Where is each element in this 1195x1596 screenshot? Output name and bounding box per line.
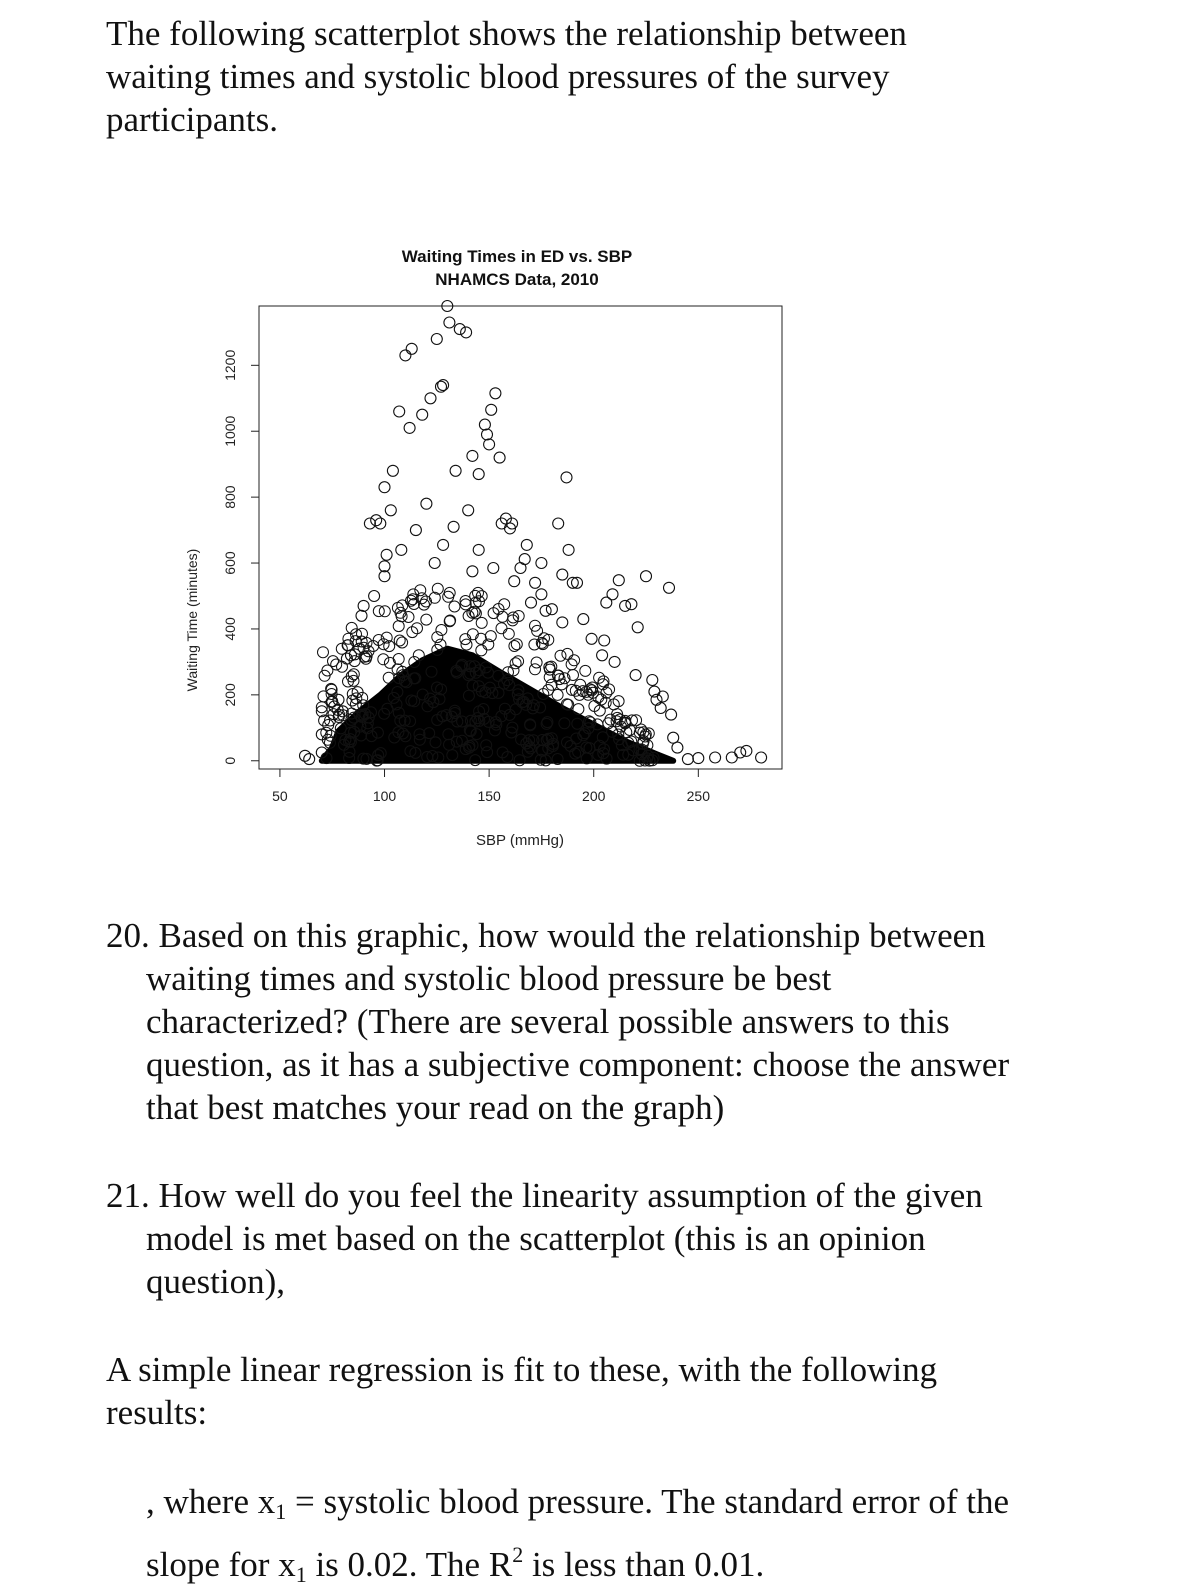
scatter-point xyxy=(346,622,357,633)
dense-point-cloud xyxy=(316,583,673,766)
scatter-point xyxy=(449,601,460,612)
scatter-point xyxy=(378,654,389,665)
question-20 xyxy=(106,914,1166,1129)
scatter-point xyxy=(463,505,474,516)
scatter-point xyxy=(613,575,624,586)
x-axis xyxy=(272,769,710,804)
scatter-point xyxy=(348,669,359,680)
scatter-point xyxy=(536,589,547,600)
result-line-1: , where $x_1$ = systolic blood pressure. The standard error of the xyxy=(146,1482,1010,1524)
scatter-point xyxy=(467,450,478,461)
scatter-point xyxy=(396,544,407,555)
intro-line: The following scatterplot shows the relationship between xyxy=(106,14,907,53)
scatter-point xyxy=(630,670,641,681)
scatter-point xyxy=(331,659,342,670)
scatter-point xyxy=(328,656,339,667)
question-20-line: characterized? (There are several possible answers to this xyxy=(146,1002,950,1041)
result-line-2: slope for $x_1$ is 0.02. The $R^2$ is less than 0.01. xyxy=(146,1542,765,1587)
scatter-point xyxy=(756,752,767,763)
question-21-line: 21. How well do you feel the linearity assumption of the given xyxy=(106,1176,983,1215)
scatter-point xyxy=(373,606,384,617)
y-axis xyxy=(222,350,259,765)
scatter-point xyxy=(536,558,547,569)
scatter-point xyxy=(490,388,501,399)
question-20-line: 20. Based on this graphic, how would the relationship between xyxy=(106,916,986,955)
y-tick-label: 0 xyxy=(222,756,238,765)
scatter-point xyxy=(394,635,405,646)
intro-line: waiting times and systolic blood pressures of the survey xyxy=(106,57,890,96)
scatter-point xyxy=(486,404,497,415)
scatter-point xyxy=(410,525,421,536)
scatter-point xyxy=(429,558,440,569)
scatter-point xyxy=(379,561,390,572)
y-axis-label: Waiting Time (minutes) xyxy=(184,548,200,692)
scatter-point xyxy=(421,498,432,509)
scatter-point xyxy=(580,665,591,676)
scatter-point xyxy=(561,472,572,483)
scatter-point xyxy=(563,544,574,555)
dense-cloud-shape xyxy=(322,649,673,761)
scatter-point xyxy=(626,599,637,610)
x-tick-label: 100 xyxy=(372,788,397,804)
scatter-point xyxy=(546,604,557,615)
scatter-point xyxy=(641,571,652,582)
scatter-point xyxy=(566,659,577,670)
scatter-point xyxy=(443,591,454,602)
scatter-point xyxy=(647,675,658,686)
scatter-point xyxy=(566,684,577,695)
scatter-point xyxy=(496,518,507,529)
y-tick-label: 1200 xyxy=(222,349,238,381)
scatter-point xyxy=(484,439,495,450)
x-tick-label: 50 xyxy=(272,788,288,804)
scatter-point xyxy=(467,629,478,640)
scatterplot-figure xyxy=(170,230,810,870)
regression-result xyxy=(106,1480,1166,1596)
scatter-point xyxy=(509,576,520,587)
scatterplot-svg xyxy=(170,230,810,870)
scatter-point xyxy=(406,343,417,354)
scatter-point xyxy=(531,657,542,668)
scatter-point xyxy=(397,637,408,648)
scatter-point xyxy=(417,409,428,420)
scatter-point xyxy=(553,518,564,529)
y-tick-label: 1000 xyxy=(222,415,238,447)
scatter-point xyxy=(741,745,752,756)
scatter-point xyxy=(394,406,405,417)
question-21 xyxy=(106,1174,1166,1303)
scatter-point xyxy=(473,544,484,555)
scatter-point xyxy=(385,505,396,516)
scatter-point xyxy=(444,616,455,627)
scatter-point xyxy=(476,645,487,656)
y-tick-label: 400 xyxy=(222,617,238,641)
scatter-point xyxy=(482,429,493,440)
regression-line: A simple linear regression is fit to these, with the following xyxy=(106,1350,938,1389)
scatter-point xyxy=(503,628,514,639)
scatter-point xyxy=(521,539,532,550)
scatter-point xyxy=(710,752,721,763)
scatter-point xyxy=(379,606,390,617)
scatter-point xyxy=(569,655,580,666)
intro-line: participants. xyxy=(106,100,279,139)
question-21-line: model is met based on the scatterplot (this is an opinion xyxy=(146,1219,926,1258)
scatter-point xyxy=(578,614,589,625)
scatter-point xyxy=(509,641,520,652)
scatter-point xyxy=(488,608,499,619)
scatter-point xyxy=(369,591,380,602)
scatter-point xyxy=(519,554,530,565)
scatter-point xyxy=(444,317,455,328)
question-21-line: question), xyxy=(146,1262,286,1301)
scatter-point xyxy=(573,704,584,715)
scatter-point xyxy=(529,639,540,650)
scatter-point xyxy=(599,635,610,646)
scatter-point xyxy=(668,732,679,743)
x-axis-label: SBP (mmHg) xyxy=(475,832,565,849)
scatter-point xyxy=(575,679,586,690)
scatter-point xyxy=(664,582,675,593)
chart-title: Waiting Times in ED vs. SBP xyxy=(401,247,633,266)
x-tick-label: 250 xyxy=(686,788,710,804)
scatter-point xyxy=(383,672,394,683)
scatter-point xyxy=(649,686,660,697)
scatter-point xyxy=(393,654,404,665)
scatter-point xyxy=(530,664,541,675)
scatter-point xyxy=(454,324,465,335)
scatter-point xyxy=(607,589,618,600)
scatter-point xyxy=(479,419,490,430)
scatter-point xyxy=(467,566,478,577)
scatter-point xyxy=(412,623,423,634)
intro-paragraph xyxy=(106,12,1166,141)
scatter-point xyxy=(379,482,390,493)
scatter-point xyxy=(682,754,693,765)
scatter-point xyxy=(358,600,369,611)
scatter-point xyxy=(407,627,418,638)
scatter-point xyxy=(555,650,566,661)
scatter-point xyxy=(473,469,484,480)
scatter-point xyxy=(381,549,392,560)
scatter-point xyxy=(318,647,329,658)
y-tick-label: 600 xyxy=(222,551,238,575)
scatter-point xyxy=(693,753,704,764)
scatter-point xyxy=(356,610,367,621)
scatter-point xyxy=(425,393,436,404)
scatter-point xyxy=(431,334,442,345)
scatter-point xyxy=(557,617,568,628)
scatter-point xyxy=(494,452,505,463)
scatter-point xyxy=(384,657,395,668)
scatter-point xyxy=(526,597,537,608)
scatter-point xyxy=(666,709,677,720)
regression-line: results: xyxy=(106,1393,208,1432)
scatter-point xyxy=(620,600,631,611)
scatter-point xyxy=(562,648,573,659)
scatter-point xyxy=(400,350,411,361)
scatter-point xyxy=(609,656,620,667)
scatter-point xyxy=(597,650,608,661)
scatter-point xyxy=(672,742,683,753)
scatter-point xyxy=(657,691,668,702)
scatter-point xyxy=(632,622,643,633)
scatter-point xyxy=(404,422,415,433)
scatter-point xyxy=(450,465,461,476)
scatter-point xyxy=(476,633,487,644)
scatter-point xyxy=(496,623,507,634)
scatter-point xyxy=(448,521,459,532)
scatter-point xyxy=(364,518,375,529)
scatter-point xyxy=(461,327,472,338)
scatter-point xyxy=(393,621,404,632)
question-20-line: waiting times and systolic blood pressure be best xyxy=(146,959,832,998)
chart-subtitle: NHAMCS Data, 2010 xyxy=(435,270,599,289)
scatter-point xyxy=(530,577,541,588)
scatter-point xyxy=(557,569,568,580)
regression-intro xyxy=(106,1348,1166,1434)
x-tick-label: 200 xyxy=(582,788,606,804)
y-tick-label: 200 xyxy=(222,683,238,707)
scatter-point xyxy=(726,752,737,763)
question-20-line: question, as it has a subjective component: choose the answer xyxy=(146,1045,1010,1084)
scatter-point xyxy=(421,614,432,625)
scatter-point xyxy=(387,465,398,476)
scatter-point xyxy=(438,539,449,550)
scatter-point xyxy=(586,633,597,644)
question-20-line: that best matches your read on the graph) xyxy=(146,1088,725,1127)
scatter-point xyxy=(488,563,499,574)
x-tick-label: 150 xyxy=(477,788,501,804)
scatter-point xyxy=(379,571,390,582)
scatter-point xyxy=(510,658,521,669)
y-tick-label: 800 xyxy=(222,485,238,509)
scatter-point xyxy=(476,617,487,628)
